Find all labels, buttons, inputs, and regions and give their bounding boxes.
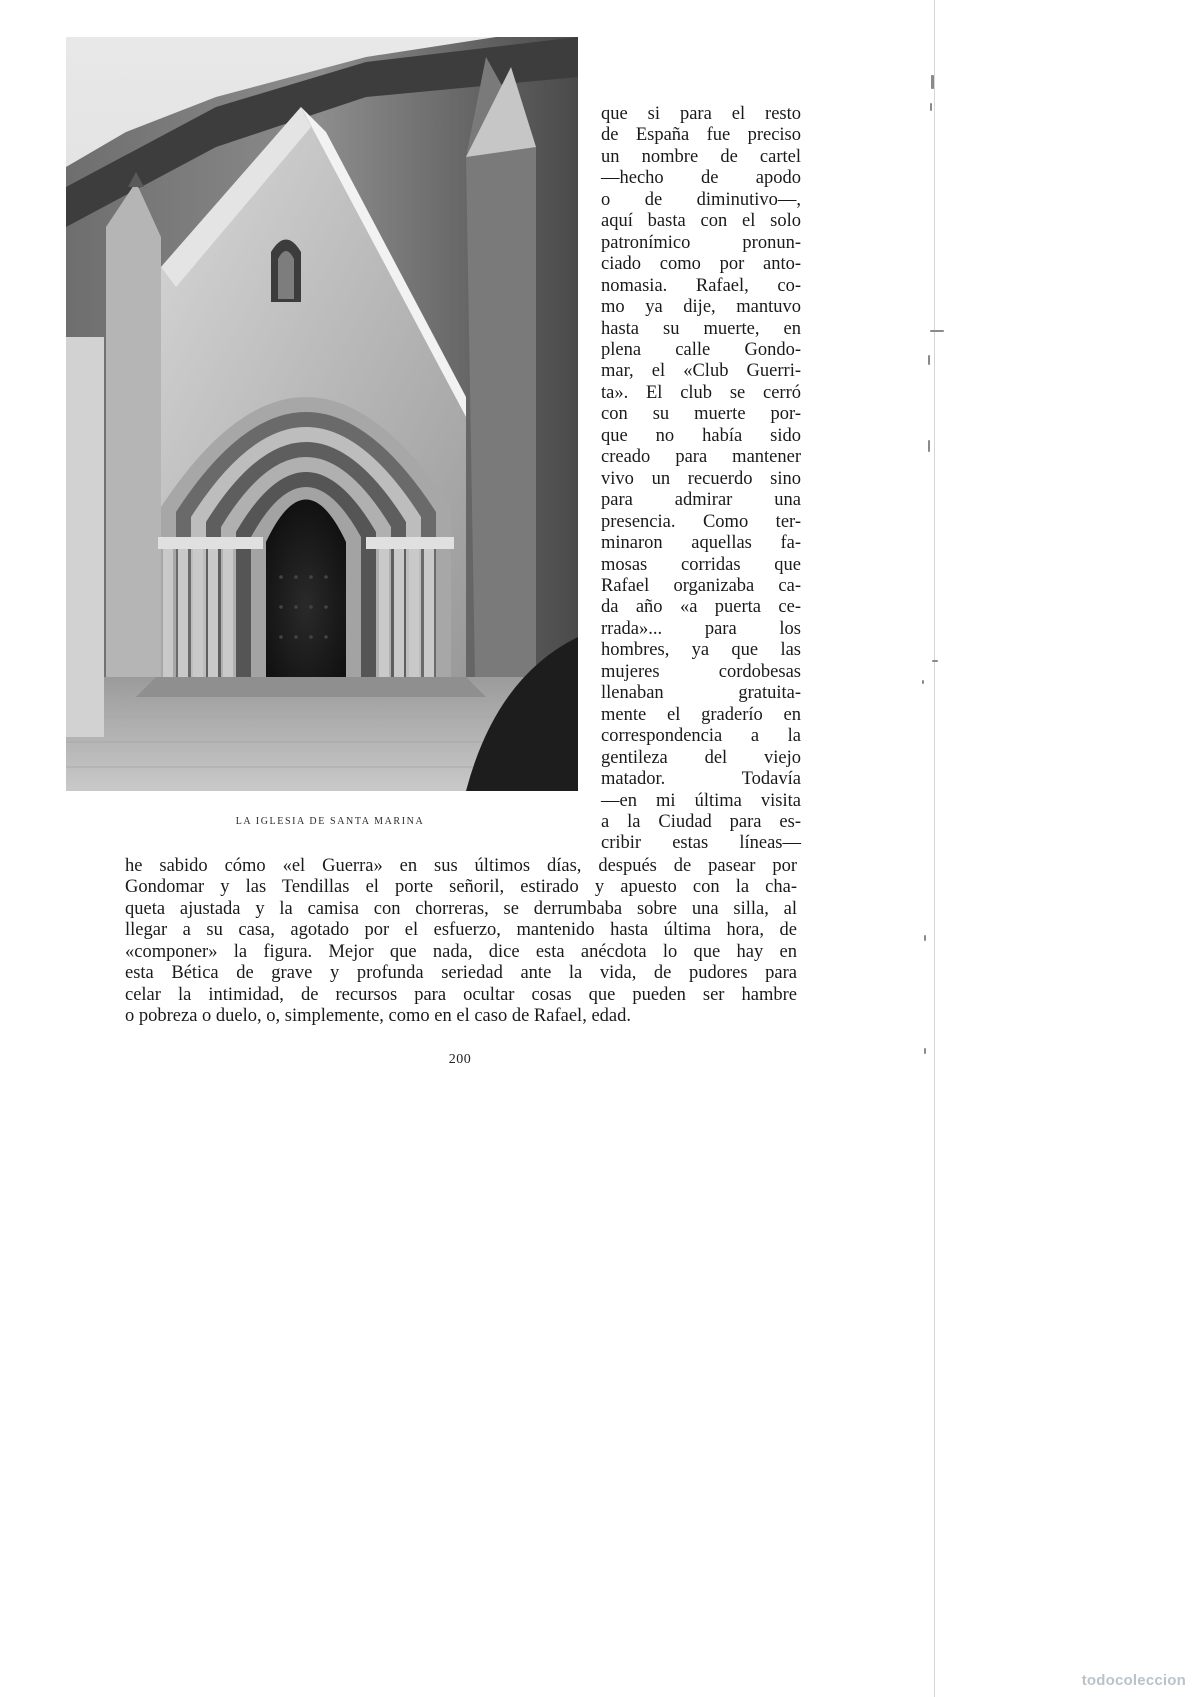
- scan-speck: [930, 103, 932, 111]
- church-photo: [66, 37, 578, 791]
- text-line: esta Bética de grave y profunda seriedad ante la vida, de pudores para: [125, 963, 797, 984]
- text-line: creado para mantener: [601, 447, 801, 468]
- page-number: 200: [448, 1052, 472, 1067]
- text-line: he sabido cómo «el Guerra» en sus últimos días, después de pasear por: [125, 856, 797, 876]
- scan-speck: [928, 440, 930, 452]
- text-line: o pobreza o duelo, o, simplemente, como en el caso de Rafael, edad.: [125, 1006, 631, 1027]
- text-line: o de diminutivo—,: [601, 189, 801, 210]
- text-line: patronímico pronun-: [601, 232, 801, 253]
- photo-caption: LA IGLESIA DE SANTA MARINA: [235, 816, 425, 827]
- text-line: que no había sido: [601, 425, 801, 446]
- scan-speck: [924, 935, 926, 941]
- text-line: Rafael organizaba ca-: [601, 575, 801, 596]
- text-line: ciado como por anto-: [601, 254, 801, 275]
- text-line: «componer» la figura. Mejor que nada, dice esta anécdota lo que hay en: [125, 941, 797, 962]
- text-line: —hecho de apodo: [601, 168, 801, 189]
- scan-speck: [924, 1048, 926, 1054]
- watermark-logo: todocoleccion: [1081, 1672, 1186, 1689]
- scan-speck: [931, 75, 934, 89]
- scan-speck: [932, 660, 938, 662]
- text-line: aquí basta con el solo: [601, 211, 801, 232]
- text-line: a la Ciudad para es-: [601, 811, 801, 832]
- text-line: cribir estas líneas—: [601, 833, 801, 854]
- text-line: Gondomar y las Tendillas el porte señoril, estirado y apuesto con la cha-: [125, 877, 797, 898]
- text-line: llegar a su casa, agotado por el esfuerzo, mantenido hasta última hora, de: [125, 920, 797, 941]
- text-line: presencia. Como ter-: [601, 511, 801, 532]
- text-line: correspondencia a la: [601, 726, 801, 747]
- text-line: hasta su muerte, en: [601, 318, 801, 339]
- text-line: da año «a puerta ce-: [601, 597, 801, 618]
- text-line: que si para el resto: [601, 104, 801, 124]
- text-line: con su muerte por-: [601, 404, 801, 425]
- page-edge-line: [934, 0, 935, 1697]
- text-line: queta ajustada y la camisa con chorreras, se derrumbaba sobre una silla, al: [125, 898, 797, 919]
- text-line: mar, el «Club Guerri-: [601, 361, 801, 382]
- text-line: mujeres cordobesas: [601, 661, 801, 682]
- text-line: llenaban gratuita-: [601, 683, 801, 704]
- scan-speck: [928, 355, 930, 365]
- body-paragraph: [125, 856, 797, 1028]
- text-line: ta». El club se cerró: [601, 382, 801, 403]
- text-line: gentileza del viejo: [601, 747, 801, 768]
- text-line: plena calle Gondo-: [601, 339, 801, 360]
- text-line: celar la intimidad, de recursos para ocultar cosas que pueden ser hambre: [125, 984, 797, 1005]
- text-line: matador. Todavía: [601, 769, 801, 790]
- scan-speck: [922, 680, 924, 684]
- text-line: de España fue preciso: [601, 125, 801, 146]
- scan-speck: [930, 330, 944, 332]
- text-line: mente el graderío en: [601, 704, 801, 725]
- text-line: para admirar una: [601, 490, 801, 511]
- text-line: vivo un recuerdo sino: [601, 468, 801, 489]
- text-column: [601, 104, 801, 855]
- text-line: hombres, ya que las: [601, 640, 801, 661]
- text-line: mo ya dije, mantuvo: [601, 297, 801, 318]
- text-line: minaron aquellas fa-: [601, 533, 801, 554]
- text-line: —en mi última visita: [601, 790, 801, 811]
- text-line: nomasia. Rafael, co-: [601, 275, 801, 296]
- text-line: mosas corridas que: [601, 554, 801, 575]
- text-line: rrada»... para los: [601, 618, 801, 639]
- text-line: un nombre de cartel: [601, 146, 801, 167]
